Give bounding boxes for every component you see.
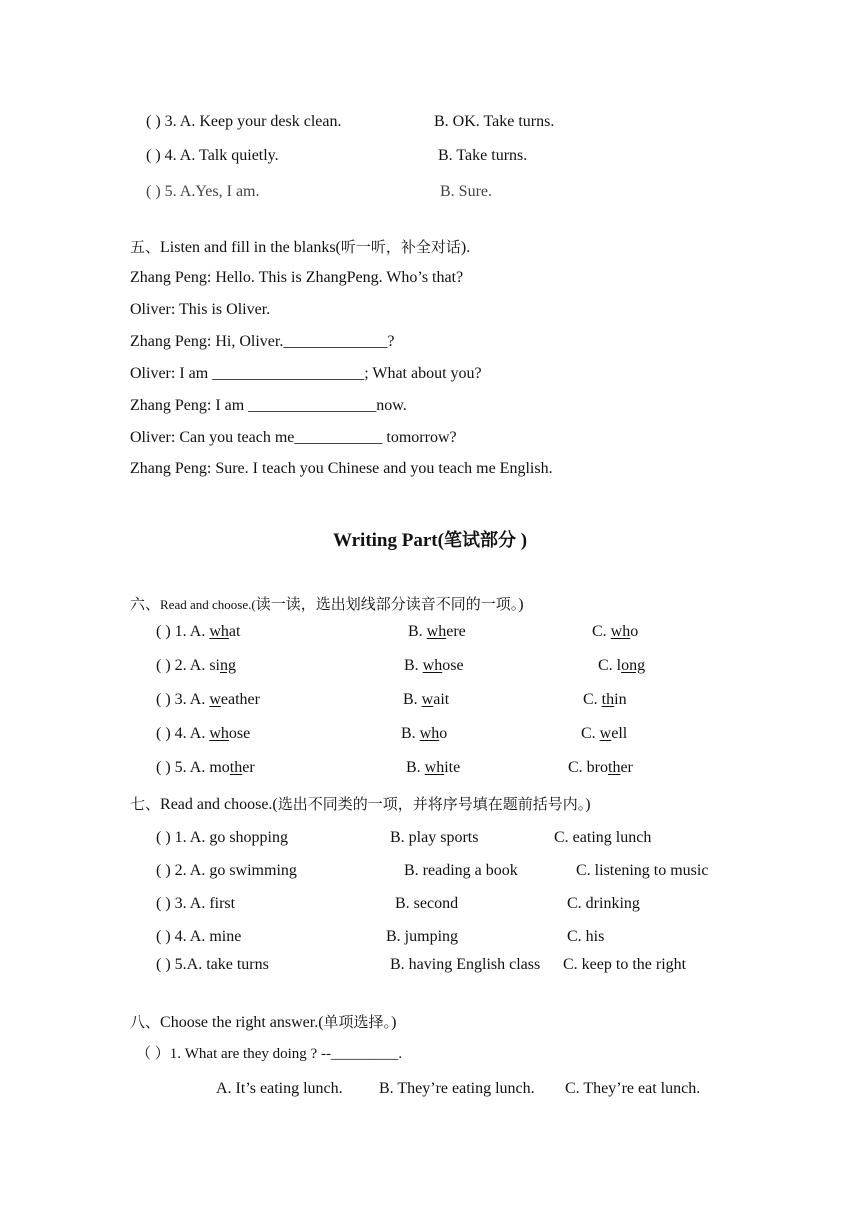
- option-text: C.: [583, 691, 602, 708]
- s4-q4-b: B. Take turns.: [438, 147, 528, 164]
- s7-q2-b: B. reading a book: [404, 862, 518, 879]
- option-text: B.: [403, 691, 422, 708]
- option-text: ose: [228, 725, 251, 742]
- option-text: er: [242, 759, 255, 776]
- s8-q1-c: C. They’re eat lunch.: [565, 1080, 701, 1097]
- option-text: ( ) 4. A.: [156, 725, 210, 742]
- option-text: ite: [444, 759, 461, 776]
- s7-q3-a: ( ) 3. A. first: [156, 895, 236, 912]
- s8-q1-b: B. They’re eating lunch.: [379, 1080, 535, 1097]
- underlined-letters: th: [601, 691, 615, 708]
- s7-q5-a: ( ) 5.A. take turns: [156, 956, 269, 973]
- s7-q2-c: C. listening to music: [576, 862, 709, 879]
- s8-q1: （ ）1. What are they doing ? --_________.: [136, 1046, 403, 1062]
- dialog-line: Zhang Peng: Sure. I teach you Chinese and you teach me English.: [130, 460, 553, 477]
- underlined-letters: ong: [621, 657, 646, 674]
- underlined-letters: w: [209, 691, 221, 708]
- option-text: ere: [446, 623, 466, 640]
- s6-q5-a: [156, 758, 255, 778]
- s6-q2-a: [156, 656, 236, 676]
- s4-q5-a: ( ) 5. A.Yes, I am.: [146, 183, 260, 200]
- option-text: ell: [611, 725, 628, 742]
- option-text: ( ) 3. A.: [156, 691, 210, 708]
- dialog-line: Oliver: I am ___________________; What about you?: [130, 365, 482, 382]
- dialog-line: Zhang Peng: Hi, Oliver._____________?: [130, 333, 395, 350]
- dialog-line: Oliver: This is Oliver.: [130, 301, 271, 318]
- underlined-letters: wh: [422, 657, 443, 674]
- s7-q5-b: B. having English class: [390, 956, 541, 973]
- s7-q4-a: ( ) 4. A. mine: [156, 928, 242, 945]
- underlined-letters: wh: [419, 725, 440, 742]
- section6-heading: 六、Read and choose.(读一读，选出划线部分读音不同的一项。): [130, 595, 524, 613]
- s7-q3-c: C. drinking: [567, 895, 640, 912]
- s6-q3-b: [403, 690, 449, 710]
- s8-q1-a: A. It’s eating lunch.: [216, 1080, 343, 1097]
- s4-q4-a: ( ) 4. A. Talk quietly.: [146, 147, 279, 164]
- dialog-line: Zhang Peng: Hello. This is ZhangPeng. Who’s that?: [130, 269, 464, 286]
- option-text: eather: [220, 691, 260, 708]
- s6-q4-a: [156, 724, 250, 744]
- s7-q5-c: C. keep to the right: [563, 956, 687, 973]
- underlined-letters: w: [599, 725, 612, 742]
- s4-q3-a: ( ) 3. A. Keep your desk clean.: [146, 113, 342, 130]
- s7-q4-c: C. his: [567, 928, 605, 945]
- option-text: B.: [408, 623, 427, 640]
- s7-q1-c: C. eating lunch: [554, 829, 652, 846]
- s6-q2-b: [404, 656, 464, 676]
- option-text: o: [630, 623, 639, 640]
- s6-q1-c: [592, 622, 638, 642]
- s6-q1-a: [156, 622, 240, 642]
- underlined-letters: wh: [610, 623, 631, 640]
- s7-q3-b: B. second: [395, 895, 459, 912]
- underlined-letters: th: [229, 759, 243, 776]
- option-text: C.: [581, 725, 600, 742]
- s6-q4-c: [581, 724, 627, 744]
- underlined-letters: wh: [426, 623, 447, 640]
- s6-q5-b: [406, 758, 460, 778]
- option-text: C.: [592, 623, 611, 640]
- option-text: mo: [209, 759, 230, 776]
- option-text: C. l: [598, 657, 622, 674]
- option-text: B.: [401, 725, 420, 742]
- option-text: ( ) 2. A.: [156, 657, 210, 674]
- option-text: ( ) 1. A.: [156, 623, 210, 640]
- option-text: ( ) 5. A.: [156, 759, 210, 776]
- option-text: er: [620, 759, 633, 776]
- s4-q5-b: B. Sure.: [440, 183, 492, 200]
- writing-part-title: Writing Part(笔试部分 ): [332, 530, 528, 551]
- dialog-line: Oliver: Can you teach me___________ tomorrow?: [130, 429, 457, 446]
- s4-q3-b: B. OK. Take turns.: [434, 113, 555, 130]
- dialog-line: Zhang Peng: I am ________________now.: [130, 397, 407, 414]
- option-text: C. bro: [568, 759, 608, 776]
- option-text: at: [228, 623, 241, 640]
- section7-heading: 七、Read and choose.(选出不同类的一项，并将序号填在题前括号内。): [130, 795, 591, 813]
- s7-q1-b: B. play sports: [390, 829, 479, 846]
- option-text: ait: [433, 691, 450, 708]
- underlined-letters: wh: [209, 623, 229, 640]
- s6-q4-b: [401, 724, 447, 744]
- underlined-letters: wh: [209, 725, 229, 742]
- s7-q4-b: B. jumping: [386, 928, 459, 945]
- underlined-letters: w: [421, 691, 434, 708]
- option-text: in: [614, 691, 627, 708]
- s7-q2-a: ( ) 2. A. go swimming: [156, 862, 297, 879]
- section5-heading: 五、Listen and fill in the blanks(听一听，补全对话).: [130, 238, 471, 256]
- underlined-letters: wh: [424, 759, 445, 776]
- section8-heading: 八、Choose the right answer.(单项选择。): [130, 1013, 397, 1031]
- option-text: o: [439, 725, 448, 742]
- underlined-letters: ng: [220, 657, 236, 674]
- s6-q3-a: [156, 690, 260, 710]
- s6-q5-c: [568, 758, 633, 778]
- s6-q2-c: [598, 656, 645, 676]
- s6-q1-b: [408, 622, 466, 642]
- option-text: ose: [442, 657, 464, 674]
- s7-q1-a: ( ) 1. A. go shopping: [156, 829, 288, 846]
- option-text: B.: [406, 759, 425, 776]
- option-text: B.: [404, 657, 423, 674]
- s6-q3-c: [583, 690, 627, 710]
- underlined-letters: th: [608, 759, 621, 776]
- option-text: si: [209, 657, 220, 674]
